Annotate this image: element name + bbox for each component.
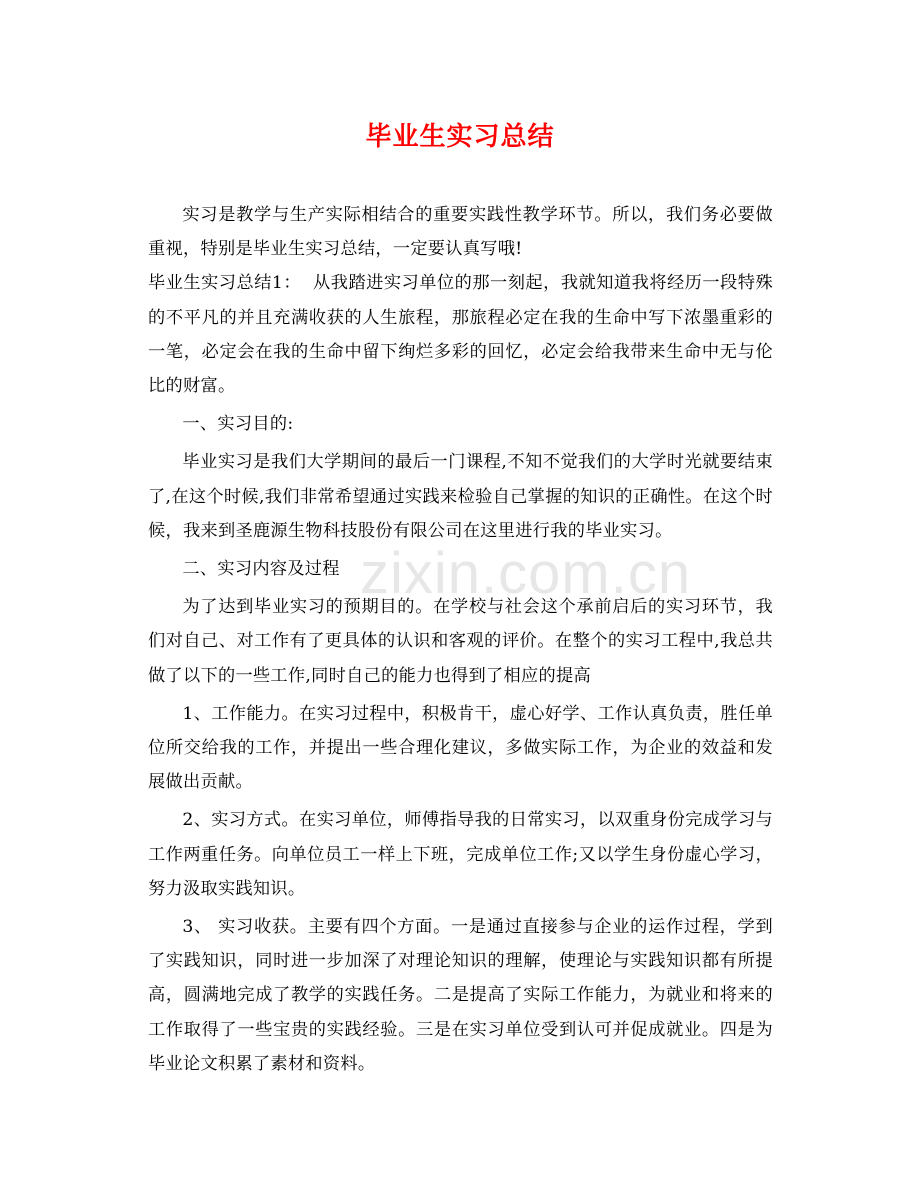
summary-text: 从我踏进实习单位的那一刻起，我就知道我将经历一段特殊的不平凡的并且充满收获的人生旅程，那旅程必定在我的生命中写下浓墨重彩的一笔，必定会在我的生命中留下绚烂多彩的回忆，必定会给我带来生命中无与伦比的财富。 — [148, 273, 773, 397]
list-item-1: 1、工作能力。在实习过程中，积极肯干，虚心好学、工作认真负责，胜任单位所交给我的工作，并提出一些合理化建议，多做实际工作，为企业的效益和发展做出贡献。 — [148, 703, 773, 793]
intro-paragraph: 实习是教学与生产实际相结合的重要实践性教学环节。所以，我们务必要做重视，特别是毕业生实习总结，一定要认真写哦! — [148, 205, 773, 260]
purpose-paragraph: 毕业实习是我们大学期间的最后一门课程,不知不觉我们的大学时光就要结束了,在这个时候,我们非常希望通过实践来检验自己掌握的知识的正确性。在这个时候，我来到圣鹿源生物科技股份有限公司在这里进行我的毕业实习。 — [148, 452, 773, 541]
content-intro-paragraph: 为了达到毕业实习的预期目的。在学校与社会这个承前启后的实习环节，我们对自己、对工作有了更具体的认识和客观的评价。在整个的实习工程中,我总共做了以下的一些工作,同时自己的能力也得到了相应的提高 — [148, 597, 773, 686]
document-body — [148, 198, 773, 1081]
summary-label: 毕业生实习总结1： — [148, 273, 302, 294]
list-item-2: 2、实习方式。在实习单位，师傅指导我的日常实习，以双重身份完成学习与工作两重任务。向单位员工一样上下班，完成单位工作;又以学生身份虚心学习，努力汲取实践知识。 — [148, 810, 773, 899]
list-item-3: 3、 实习收获。主要有四个方面。一是通过直接参与企业的运作过程，学到了实践知识，同时进一步加深了对理论知识的理解，使理论与实践知识都有所提高，圆满地完成了教学的实践任务。二是提高了实际工作能力，为就业和将来的工作取得了一些宝贵的实践经验。三是在实习单位受到认可并促成就业。四是为毕业论文积累了素材和资料。 — [148, 917, 773, 1074]
section-heading-2: 二、实习内容及过程 — [182, 559, 340, 580]
summary-paragraph — [148, 266, 773, 403]
section-heading-1: 一、实习目的: — [182, 414, 294, 435]
watermark-text: zixin.com.cn — [360, 541, 692, 606]
document-title: 毕业生实习总结 — [365, 122, 555, 152]
